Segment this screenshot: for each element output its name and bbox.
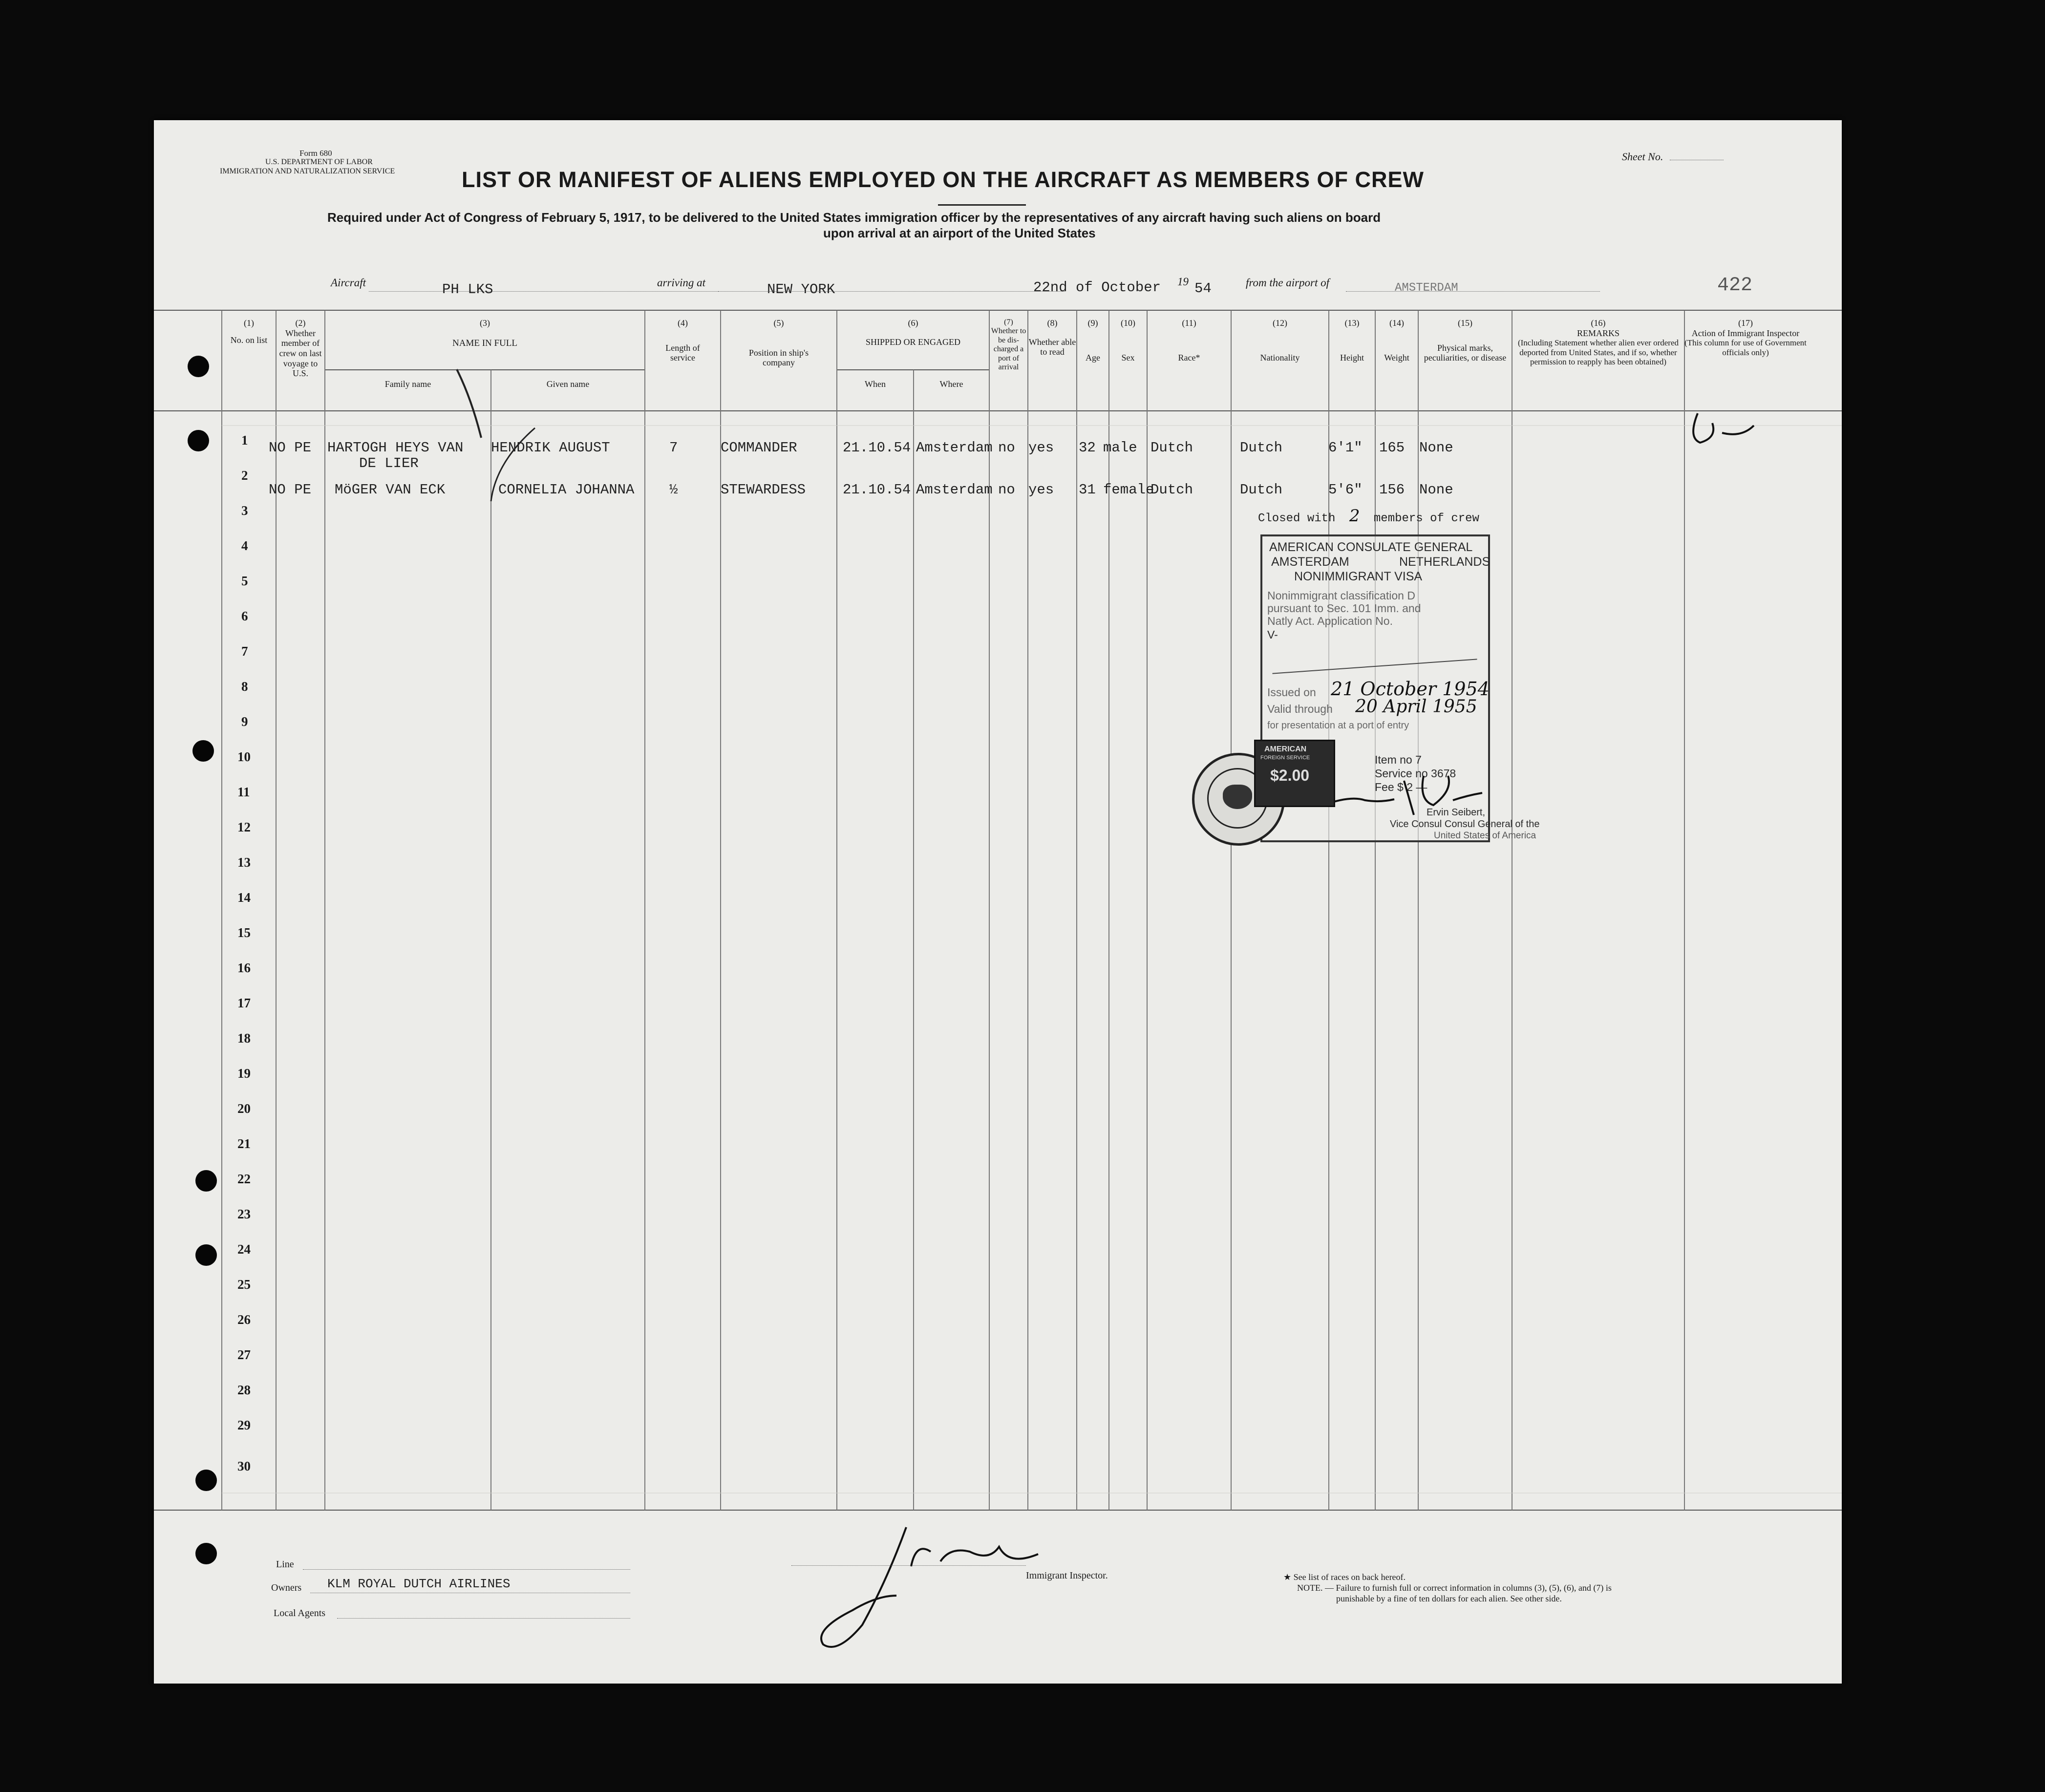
row-num: 8: [241, 679, 248, 694]
col-14-label: Weight: [1384, 352, 1409, 363]
row2-marks: None: [1419, 482, 1453, 498]
family-name-header: Family name: [384, 379, 431, 389]
row1-read: yes: [1028, 440, 1054, 456]
stamp-line2: AMSTERDAM: [1271, 555, 1349, 569]
col-16-label: REMARKS: [1576, 328, 1620, 338]
col-15-num: (15): [1458, 318, 1472, 328]
row2-read: yes: [1028, 482, 1054, 498]
row-num: 17: [237, 996, 251, 1010]
stamp-valid-label: Valid through: [1267, 703, 1333, 715]
col-3-label: NAME IN FULL: [452, 338, 517, 348]
row-num: 16: [237, 960, 251, 975]
col-5-label: Position in ship's company: [748, 347, 809, 368]
row-num: 15: [237, 925, 251, 940]
row2-where: Amsterdam: [916, 482, 993, 498]
remarks-note: (Including Statement whether alien ever ordered deported from United States, and if so, whether permission to reapply has been obtained): [1517, 338, 1679, 367]
stamp-valid-note: for presentation at a port of entry: [1267, 720, 1409, 731]
action-note: (This column for use of Government officials only): [1684, 338, 1807, 357]
col-3-num: (3): [480, 318, 490, 328]
punch-hole: [192, 740, 214, 762]
pencil-marks: [154, 120, 1842, 1684]
row-num: 1: [241, 433, 248, 448]
stamp-signer: Ervin Seibert,: [1427, 807, 1486, 818]
row-num: 6: [241, 609, 248, 623]
stamp-item: Item no 7: [1375, 753, 1422, 766]
subtitle-line-2: upon arrival at an airport of the United States: [823, 226, 1096, 240]
form-number: Form 680: [299, 149, 332, 158]
sheet-label: Sheet No.: [1622, 150, 1663, 163]
col-8-num: (8): [1047, 318, 1058, 328]
row1-nationality: Dutch: [1240, 440, 1283, 456]
stamp-line5: pursuant to Sec. 101 Imm. and: [1267, 602, 1421, 615]
col-7-label: Whether to be dis-charged a port of arrival: [991, 327, 1026, 371]
row-num: 13: [237, 855, 251, 870]
col-5-num: (5): [773, 318, 784, 328]
aircraft-label: Aircraft: [331, 277, 366, 289]
stamp-line7: V-: [1267, 628, 1278, 641]
inspector-label: Immigrant Inspector.: [1026, 1570, 1108, 1581]
form-department: U.S. DEPARTMENT OF LABOR: [265, 158, 373, 166]
row-num: 9: [241, 714, 248, 729]
footnote-races: ★ See list of races on back hereof.: [1283, 1572, 1406, 1582]
row1-family-cont: DE LIER: [359, 455, 419, 471]
stamp-title: Vice Consul Consul General of the: [1390, 819, 1540, 830]
line-label: Line: [276, 1559, 294, 1570]
stamp-issued-date: 21 October 1954: [1331, 678, 1490, 700]
row-num: 25: [237, 1277, 251, 1292]
punch-hole: [195, 1470, 217, 1491]
col-4-label: Length of service: [665, 342, 700, 363]
col-14-num: (14): [1389, 318, 1404, 328]
row-num: 2: [241, 468, 248, 483]
row-num: 5: [241, 574, 248, 588]
row-num: 28: [237, 1383, 251, 1397]
col-2-label: Whether member of crew on last voyage to U.S.: [279, 328, 322, 379]
footnote-note-2: punishable by a fine of ten dollars for each alien. See other side.: [1336, 1594, 1562, 1603]
form-service: IMMIGRATION AND NATURALIZATION SERVICE: [220, 167, 395, 175]
col-6-num: (6): [908, 318, 918, 328]
inspector-line: [791, 1565, 1026, 1566]
footnote-note: NOTE. — Failure to furnish full or correct information in columns (3), (5), (6), and (7) is: [1297, 1583, 1612, 1593]
punch-hole: [195, 1170, 217, 1192]
row1-race: Dutch: [1150, 440, 1193, 456]
row-num: 11: [237, 785, 250, 799]
row-num: 12: [237, 820, 251, 834]
row-num: 26: [237, 1312, 251, 1327]
footnote-races-text: See list of races on back hereof.: [1293, 1572, 1406, 1582]
col-11-label: Race*: [1178, 352, 1200, 363]
aircraft-value: PH LKS: [442, 281, 493, 298]
page-number: 422: [1717, 275, 1753, 297]
line-line: [303, 1569, 630, 1570]
stamp-line4: Nonimmigrant classification D: [1267, 589, 1415, 602]
subtitle-line-1: Required under Act of Congress of February 5, 1917, to be delivered to the United States immigration officer by the representatives of any aircraft having such aliens on board: [327, 210, 1381, 225]
row2-discharged: no: [998, 482, 1015, 498]
row-num: 10: [237, 749, 251, 764]
from-value: AMSTERDAM: [1395, 281, 1458, 295]
fee-stamp-mid: FOREIGN SERVICE: [1260, 755, 1310, 761]
row1-when: 21.10.54: [843, 440, 911, 456]
row2-family: MöGER VAN ECK: [335, 482, 446, 498]
row2-nationality: Dutch: [1240, 482, 1283, 498]
fee-stamp-top: AMERICAN: [1264, 745, 1307, 753]
row-num: 4: [241, 538, 248, 553]
agents-label: Local Agents: [274, 1608, 326, 1619]
closed-prefix: Closed with: [1258, 512, 1336, 525]
eagle-icon: [1223, 785, 1252, 809]
row2-race: Dutch: [1150, 482, 1193, 498]
col-7-num: (7): [1004, 318, 1013, 326]
col-13-num: (13): [1344, 318, 1360, 328]
fee-stamp: [1254, 740, 1335, 807]
col-13-label: Height: [1340, 352, 1364, 363]
row2-when: 21.10.54: [843, 482, 911, 498]
row2-weight: 156: [1379, 482, 1405, 498]
punch-hole: [188, 356, 209, 377]
row1-age: 32: [1079, 440, 1096, 456]
row-num: 20: [237, 1101, 251, 1116]
stamp-line2b: NETHERLANDS: [1399, 555, 1491, 569]
stamp-strike: [1272, 659, 1477, 674]
row-num: 24: [237, 1242, 251, 1257]
stamp-fee: Fee $ 2 —: [1375, 781, 1427, 793]
row1-family: HARTOGH HEYS VAN: [327, 440, 464, 456]
row-num: 14: [237, 890, 251, 905]
owners-label: Owners: [271, 1582, 302, 1593]
col-12-label: Nationality: [1260, 352, 1300, 363]
row2-position: STEWARDESS: [721, 482, 806, 498]
col-10-num: (10): [1121, 318, 1135, 328]
year-prefix: 19: [1177, 276, 1189, 288]
col-11-num: (11): [1182, 318, 1196, 328]
row-num: 19: [237, 1066, 251, 1081]
where-header: Where: [939, 379, 963, 389]
row1-discharged: no: [998, 440, 1015, 456]
row1-given: HENDRIK AUGUST: [491, 440, 610, 456]
closed-suffix: members of crew: [1373, 512, 1479, 525]
row2-given: CORNELIA JOHANNA: [498, 482, 635, 498]
page-title: LIST OR MANIFEST OF ALIENS EMPLOYED ON THE AIRCRAFT AS MEMBERS OF CREW: [462, 167, 1424, 192]
agents-line: [337, 1618, 630, 1619]
punch-hole: [195, 1543, 217, 1564]
row-num: 22: [237, 1172, 251, 1186]
col-12-num: (12): [1273, 318, 1287, 328]
row-num: 21: [237, 1136, 251, 1151]
col-9-label: Age: [1086, 352, 1100, 363]
col-9-num: (9): [1087, 318, 1098, 328]
arriving-value: NEW YORK: [767, 281, 835, 298]
fee-stamp-value: $2.00: [1270, 767, 1310, 784]
stamp-line3: NONIMMIGRANT VISA: [1294, 570, 1423, 583]
row-num: 18: [237, 1031, 251, 1045]
row1-sex: male: [1103, 440, 1137, 456]
stamp-line1: AMERICAN CONSULATE GENERAL: [1269, 540, 1473, 554]
row-num: 3: [241, 503, 248, 518]
col-1-label: No. on list: [230, 335, 268, 345]
year-value: 54: [1194, 280, 1212, 297]
row1-position: COMMANDER: [721, 440, 797, 456]
col-17-label: Action of Immigrant Inspector: [1691, 328, 1800, 338]
col-1-num: (1): [244, 318, 254, 328]
from-label: from the airport of: [1246, 277, 1330, 289]
row-num: 7: [241, 644, 248, 659]
col-4-num: (4): [678, 318, 688, 328]
row-num: 29: [237, 1418, 251, 1432]
punch-hole: [188, 430, 209, 451]
when-header: When: [865, 379, 886, 389]
stamp-country: United States of America: [1434, 831, 1536, 841]
row1-height: 6'1": [1328, 440, 1363, 456]
row-num: 30: [237, 1459, 251, 1473]
row1-member: NO PE: [269, 440, 312, 456]
col-6-label: SHIPPED OR ENGAGED: [865, 337, 960, 347]
closed-note: [1258, 506, 1479, 526]
stamp-valid-date: 20 April 1955: [1355, 697, 1477, 717]
given-name-header: Given name: [546, 379, 590, 389]
owners-value: KLM ROYAL DUTCH AIRLINES: [327, 1577, 511, 1591]
inspector-signature: [765, 1513, 1107, 1659]
col-16-num: (16): [1591, 318, 1606, 328]
row2-member: NO PE: [269, 482, 312, 498]
col-17-num: (17): [1738, 318, 1753, 328]
manifest-sheet: [154, 120, 1842, 1684]
row1-length: 7: [669, 440, 678, 456]
stamp-service: Service no 3678: [1375, 767, 1456, 780]
row-num: 27: [237, 1347, 251, 1362]
stamp-issued-label: Issued on: [1267, 686, 1316, 699]
row2-length: ½: [669, 482, 678, 498]
row-num: 23: [237, 1207, 251, 1221]
date-value: 22nd of October: [1033, 279, 1161, 296]
col-15-label: Physical marks, peculiarities, or disease: [1424, 342, 1507, 363]
row1-where: Amsterdam: [916, 440, 993, 456]
punch-hole: [195, 1244, 217, 1266]
col-8-label: Whether able to read: [1028, 337, 1076, 357]
row2-age: 31: [1079, 482, 1096, 498]
col-10-label: Sex: [1121, 352, 1135, 363]
row1-marks: None: [1419, 440, 1453, 456]
col-2-num: (2): [295, 318, 306, 328]
closed-count: 2: [1349, 506, 1360, 526]
row2-sex: female: [1103, 482, 1154, 498]
row2-height: 5'6": [1328, 482, 1363, 498]
arriving-label: arriving at: [657, 277, 706, 289]
row1-weight: 165: [1379, 440, 1405, 456]
stamp-line6: Natly Act. Application No.: [1267, 615, 1393, 627]
